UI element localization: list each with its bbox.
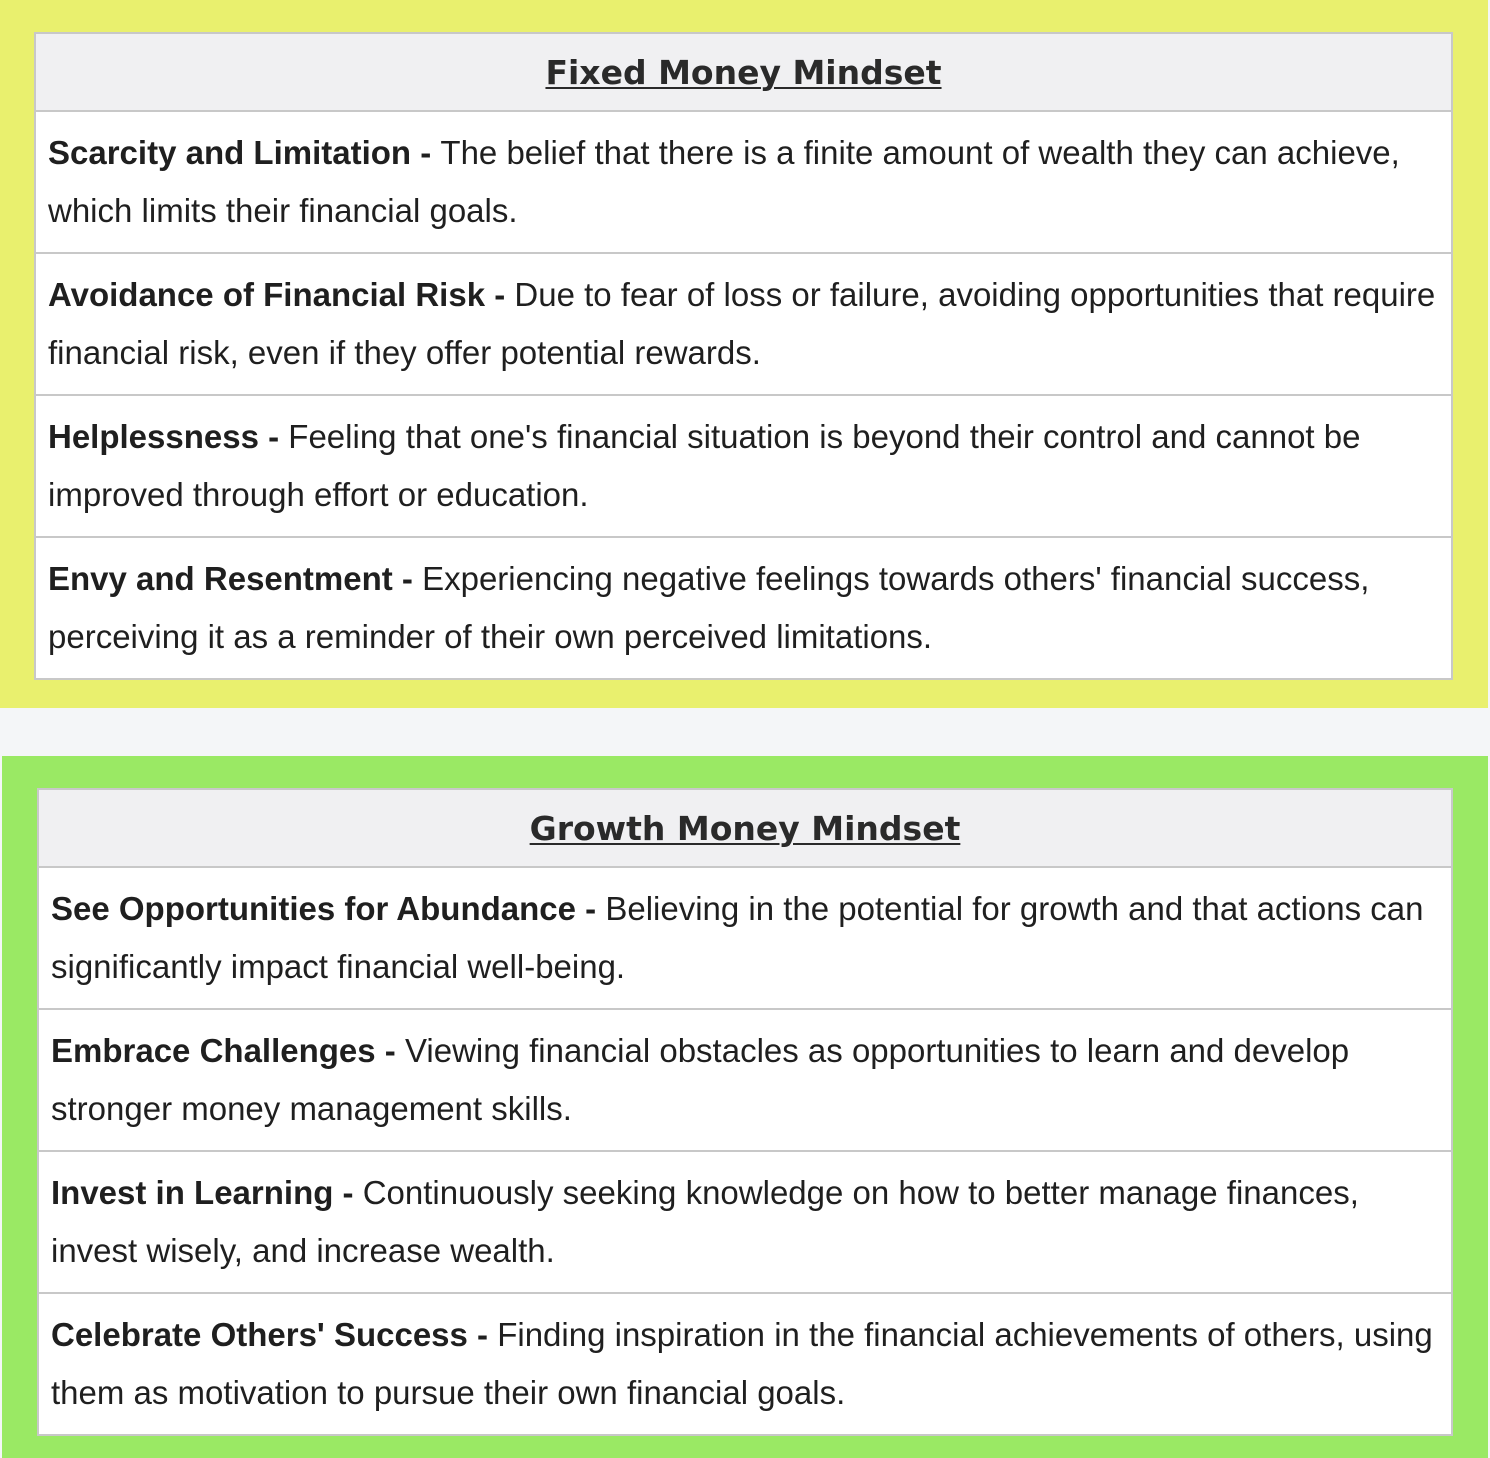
table-cell xyxy=(35,537,1452,679)
table-header xyxy=(35,33,1452,111)
row-term: Embrace Challenges xyxy=(51,1032,376,1069)
table-row xyxy=(38,1151,1452,1293)
table-cell xyxy=(38,1293,1452,1435)
fixed-mindset-title: Fixed Money Mindset xyxy=(545,52,942,92)
row-description: Experiencing negative feelings towards others' financial success, perceiving it as a reminder of their own perceived limitations. xyxy=(48,560,1370,655)
fixed-mindset-table xyxy=(34,32,1453,680)
row-description: Due to fear of loss or failure, avoiding opportunities that require financial risk, even if they offer potential rewards. xyxy=(48,276,1436,371)
growth-mindset-table xyxy=(37,788,1453,1436)
row-term: See Opportunities for Abundance xyxy=(51,890,576,927)
row-term: Envy and Resentment xyxy=(48,560,393,597)
table-header-row xyxy=(35,33,1452,111)
table-row xyxy=(35,537,1452,679)
row-term: Avoidance of Financial Risk xyxy=(48,276,486,313)
table-cell xyxy=(35,253,1452,395)
row-separator: - xyxy=(467,1316,498,1353)
row-description: The belief that there is a finite amount of wealth they can achieve, which limits their financial goals. xyxy=(48,134,1400,229)
table-cell xyxy=(38,1009,1452,1151)
table-row xyxy=(38,1293,1452,1435)
row-description: Feeling that one's financial situation is beyond their control and cannot be improved through effort or education. xyxy=(48,418,1361,513)
row-description: Finding inspiration in the financial achievements of others, using them as motivation to pursue their own financial goals. xyxy=(51,1316,1433,1411)
table-row xyxy=(38,867,1452,1009)
row-separator: - xyxy=(333,1174,363,1211)
row-term: Helplessness xyxy=(48,418,259,455)
row-separator: - xyxy=(576,890,606,927)
row-term: Scarcity and Limitation xyxy=(48,134,412,171)
table-header-row xyxy=(38,789,1452,867)
fixed-mindset-panel xyxy=(0,0,1488,708)
table-row xyxy=(35,111,1452,253)
row-term: Invest in Learning xyxy=(51,1174,334,1211)
table-cell xyxy=(38,1151,1452,1293)
table-cell xyxy=(35,395,1452,537)
growth-mindset-title: Growth Money Mindset xyxy=(529,808,961,848)
table-cell xyxy=(38,867,1452,1009)
table-row xyxy=(38,1009,1452,1151)
row-term: Celebrate Others' Success xyxy=(51,1316,468,1353)
row-description: Believing in the potential for growth and that actions can significantly impact financial well-being. xyxy=(51,890,1424,985)
table-row xyxy=(35,395,1452,537)
row-description: Viewing financial obstacles as opportunities to learn and develop stronger money management skills. xyxy=(51,1032,1350,1127)
table-cell xyxy=(35,111,1452,253)
row-separator: - xyxy=(375,1032,405,1069)
table-row xyxy=(35,253,1452,395)
row-separator: - xyxy=(258,418,289,455)
row-description: Continuously seeking knowledge on how to better manage finances, invest wisely, and increase wealth. xyxy=(51,1174,1359,1269)
row-separator: - xyxy=(411,134,441,171)
table-header xyxy=(38,789,1452,867)
row-separator: - xyxy=(485,276,515,313)
row-separator: - xyxy=(392,560,423,597)
growth-mindset-panel xyxy=(2,756,1488,1458)
